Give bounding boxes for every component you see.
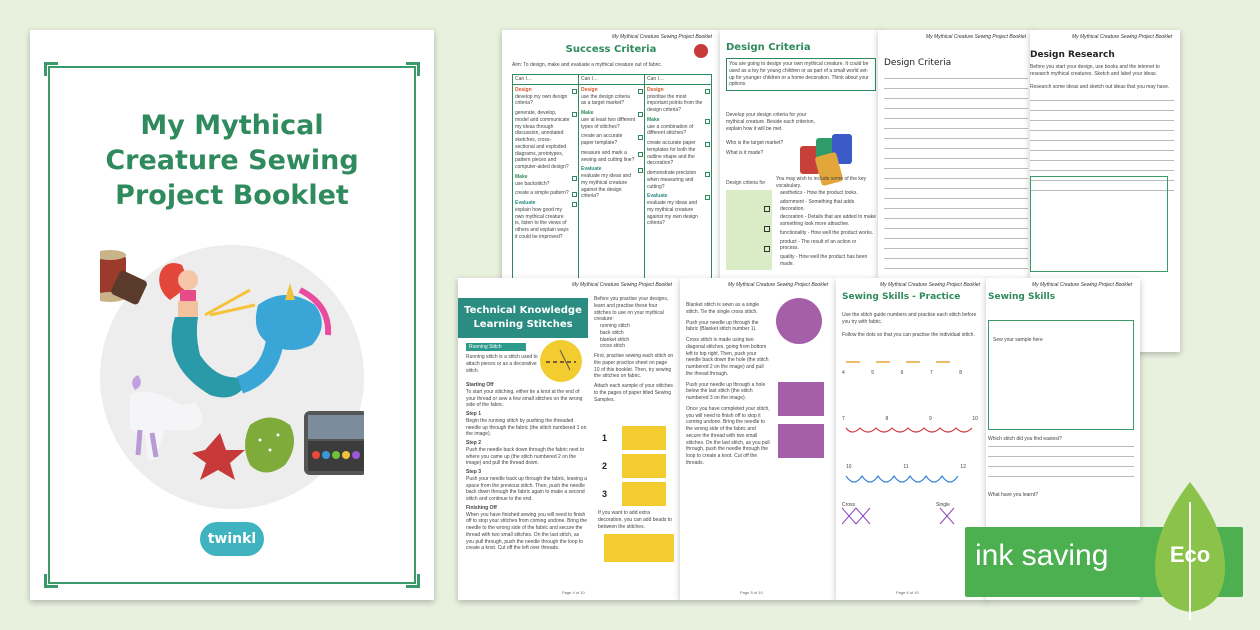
design-criteria-lined-page <box>878 30 1034 298</box>
blue-unicorn-plush-icon <box>240 283 328 385</box>
step-number: 2 <box>602 461 608 471</box>
sample-box-label: Sew your sample here <box>993 337 1043 343</box>
step-number: 3 <box>602 489 608 499</box>
vocabulary-item: functionality - How well the product works. <box>780 229 874 236</box>
criteria-text: prioritise the most important points from the design criteria? <box>647 93 703 113</box>
step-text: When you have finished sewing you will need to finish off to stop your stitches from coming undone. Bring the needle to the wrong side of the fabric and secure the thread with two small stitches. On the last stitch, as you pull through, push the needle through the loop to create a knot. Cut off the left over threads. <box>466 511 588 552</box>
criteria-checkbox[interactable] <box>572 192 577 197</box>
criteria-text: generate, develop, model and communicate my ideas through discussion, annotated sketches, cross-sectional and exploded diagrams, prototypes, pattern pieces and computer-aided design? <box>515 110 570 170</box>
instruction-text: Push your needle up through the fabric (Blanket stitch number 1). <box>686 319 759 333</box>
frame-corner <box>44 62 58 76</box>
twinkl-logo: twinkl <box>200 522 264 556</box>
criteria-checkbox[interactable] <box>705 89 710 94</box>
running-header: My Mythical Creature Sewing Project Booklet <box>611 34 712 40</box>
running-header: My Mythical Creature Sewing Project Booklet <box>1071 34 1172 40</box>
criteria-text: measure and mark a sewing and cutting line? <box>581 149 635 163</box>
criteria-item <box>581 150 636 164</box>
running-stitch-heading: Running Stitch <box>466 343 526 351</box>
stitch-number: 7 <box>929 370 933 376</box>
criteria-item <box>647 170 703 190</box>
extra-decoration-text: If you want to add extra decoration, you can add beads to between the stitches. <box>598 510 672 530</box>
stitch-list-item: cross stitch <box>600 343 626 350</box>
criteria-checkbox[interactable] <box>705 172 710 177</box>
criteria-heading: Evaluate <box>647 193 668 200</box>
single-label: Single <box>936 502 950 508</box>
criteria-item <box>647 87 703 114</box>
criteria-heading: Make <box>647 116 660 123</box>
eco-leaf-icon <box>1150 482 1230 627</box>
criteria-text: create an accurate paper template? <box>581 133 623 146</box>
criteria-text: develop my own design criteria? <box>515 93 568 107</box>
skills-question: What have you learnt? <box>988 492 1039 498</box>
running-stitch-text: Running stitch is a stitch used to attach pieces or as a decorative stitch. <box>466 354 538 374</box>
criteria-item <box>647 193 703 227</box>
criteria-checkbox[interactable] <box>705 119 710 124</box>
technical-knowledge-page <box>458 278 680 600</box>
criteria-item <box>515 200 570 241</box>
criteria-text: evaluate my ideas and my mythical creature against my own design criteria? <box>647 200 698 227</box>
step-text: To start your stitching, either tie a knot at the end of your thread or sew a few small stitches on the wrong side of the fabric. <box>466 388 583 409</box>
writing-lines <box>884 78 1028 298</box>
criteria-heading: Design <box>581 86 598 93</box>
criteria-text: explain how good my own mythical creature is, listen to the views of others and explain ways it could be improved? <box>515 206 569 240</box>
vocabulary-item: adornment - Something that adds decoration. <box>780 198 855 212</box>
criteria-column <box>579 75 645 299</box>
booklet-cover-page <box>30 30 434 600</box>
stitch-list-item: running stitch <box>600 323 630 329</box>
step-heading: Step 3 <box>466 469 482 475</box>
stitch-step-photo <box>778 424 824 458</box>
criteria-checkbox[interactable] <box>638 135 643 140</box>
stitch-intro: Before you practise your designs, learn and practise these four stitches to use on your mythical creature: <box>594 296 669 323</box>
writing-lines <box>988 446 1134 486</box>
criteria-heading: Design <box>515 86 532 93</box>
criteria-checkbox[interactable] <box>764 246 770 252</box>
decoration-photo <box>604 534 674 562</box>
design-research-title: Design Research <box>1030 50 1115 60</box>
practice-intro: Use the stitch guide numbers and practise each stitch before you try with fabric. <box>842 312 977 325</box>
criteria-checkbox[interactable] <box>764 206 770 212</box>
criteria-heading: Make <box>515 173 528 180</box>
criteria-checkbox[interactable] <box>572 112 577 117</box>
criteria-text: use the design criteria as a target market? <box>581 93 630 107</box>
needle-icon <box>540 340 582 382</box>
criteria-text: evaluate my ideas and my mythical creature against the design criteria? <box>581 173 632 200</box>
stitch-number: 7 <box>842 416 845 422</box>
frame-corner <box>406 574 420 588</box>
sewing-skills-title: Sewing Skills <box>988 292 1056 302</box>
success-criteria-page <box>502 30 720 305</box>
criteria-checkbox[interactable] <box>572 202 577 207</box>
criteria-heading: Design <box>647 86 664 93</box>
criteria-checkbox[interactable] <box>705 195 710 200</box>
instruction-text: Blanket stitch is sewn as a single stitch. Tie the single cross stitch. <box>686 302 760 315</box>
ink-saving-label: ink saving <box>975 539 1109 572</box>
criteria-checkbox[interactable] <box>638 152 643 157</box>
stitch-number: 9 <box>928 416 932 422</box>
design-criteria-title: Design Criteria <box>726 42 811 53</box>
instruction-text: Cross stitch is made using two diagonal stitches, going from bottom left to top right. Then, push your needle back down the hole (the stitch numbered 2 on the image) and pull the thread through. <box>686 337 769 377</box>
design-intro: You are going to design your own mythical creature. It could be used as a toy for young children or as part of a small world set-up for younger children or a home decoration. Think about your options. <box>726 58 876 91</box>
criteria-item <box>515 174 570 188</box>
stitch-step-photo <box>778 382 824 416</box>
criteria-heading: Evaluate <box>515 200 536 206</box>
success-criteria-title: Success Criteria <box>565 44 657 55</box>
criteria-text: use a combination of different stitches? <box>647 123 694 137</box>
stitch-number: 10 <box>972 416 978 422</box>
success-aim: Aim: To design, make and evaluate a mythical creature out of fabric. <box>512 62 663 68</box>
criteria-checkbox[interactable] <box>638 89 643 94</box>
stitch-number: 6 <box>900 370 904 376</box>
instruction-text: Push your needle up through a hole below the last stitch (the stitch numbered 3 on the image). <box>686 381 766 401</box>
page-number: Page 5 of 10 <box>740 590 763 595</box>
practice-instructions: Follow the dots so that you can practise the individual stitch. <box>842 332 975 338</box>
step-photo <box>622 482 666 506</box>
frame-corner <box>406 62 420 76</box>
step-photo <box>622 454 666 478</box>
title-line: Learning Stitches <box>473 319 573 330</box>
criteria-text: demonstrate precision when measuring and cutting? <box>647 170 697 190</box>
skills-question: Which stitch did you find easiest? <box>988 436 1062 442</box>
running-header: My Mythical Creature Sewing Project Booklet <box>925 34 1026 40</box>
technical-knowledge-title <box>458 298 588 338</box>
design-question: Who is the target market? <box>726 140 784 146</box>
criteria-checkbox[interactable] <box>572 176 577 181</box>
white-unicorn-plush-icon <box>130 375 203 460</box>
running-header: My Mythical Creature Sewing Project Booklet <box>571 282 672 288</box>
cover-photo <box>100 245 364 509</box>
research-intro: Before you start your design, use books and the internet to research mythical creatures. Sketch and label your ideas. <box>1030 64 1160 77</box>
running-header: My Mythical Creature Sewing Project Booklet <box>1031 282 1132 288</box>
sample-box <box>988 320 1134 430</box>
page-number: Page 6 of 10 <box>896 590 919 595</box>
step-text: Push your needle back up through the fabric, leaving a space from the previous stitch. Then, push the needle back down through the fabric again to make a second stitch and continue to the end. <box>466 475 587 502</box>
criteria-item <box>515 87 570 107</box>
vocabulary-item: product - The result of an action or process. <box>780 238 857 252</box>
title-line: Technical Knowledge <box>464 305 582 316</box>
step-number: 1 <box>602 433 608 443</box>
column-header: Can I… <box>645 75 711 85</box>
criteria-checkbox[interactable] <box>764 226 770 232</box>
step-heading: Step 2 <box>466 440 482 446</box>
cover-title <box>70 108 394 213</box>
keywords-intro: You may wish to include some of the key vocabulary. <box>776 176 867 189</box>
design-task: Develop your design criteria for your mythical creature. Beside each criterion, explain how it will be met. <box>726 112 815 132</box>
sketch-box <box>1030 176 1168 272</box>
needle-icon <box>694 44 708 58</box>
stitch-number: 5 <box>871 370 875 376</box>
running-header: My Mythical Creature Sewing Project Booklet <box>727 282 828 288</box>
stitch-number: 12 <box>960 464 966 470</box>
criteria-item <box>581 87 636 107</box>
stitch-number: 8 <box>885 416 889 422</box>
cover-title-line: My Mythical <box>140 110 324 141</box>
criteria-checkbox[interactable] <box>705 142 710 147</box>
stitch-instructions-page <box>680 278 836 600</box>
cover-title-line: Project Booklet <box>115 180 349 212</box>
cross-stitch-photo <box>776 298 822 344</box>
design-criteria-page <box>720 30 882 298</box>
criteria-item <box>647 117 703 137</box>
red-star-plush-icon <box>192 433 245 480</box>
criteria-item <box>581 110 636 130</box>
criteria-item <box>515 190 570 197</box>
frame-corner <box>44 574 58 588</box>
cover-title-line: Creature Sewing <box>105 145 359 177</box>
criteria-heading: Make <box>581 110 594 116</box>
cross-label: Cross <box>842 502 856 508</box>
column-header: Can I… <box>513 75 578 85</box>
criteria-text: create accurate paper templates for both the outline shape and the decoration? <box>647 140 696 167</box>
thread-spool-icon <box>100 250 148 306</box>
research-prompt: Research some ideas and sketch out ideas that you may have. <box>1030 84 1170 90</box>
vocabulary-item: aesthetics - How the product looks. <box>780 190 858 196</box>
step-heading: Step 1 <box>466 411 482 417</box>
running-header: My Mythical Creature Sewing Project Booklet <box>879 282 980 288</box>
step-heading: Finishing Off <box>466 504 497 511</box>
stitch-attach-text: Attach each sample of your stitches to the pages of paper titled Sewing Samples. <box>594 383 673 403</box>
design-criteria-title: Design Criteria <box>884 58 952 68</box>
criteria-column <box>513 75 579 299</box>
step-photo <box>622 426 666 450</box>
criteria-text: create a simple pattern? <box>515 190 569 197</box>
practice-title: Sewing Skills - Practice <box>842 292 961 302</box>
criteria-checkbox[interactable] <box>638 112 643 117</box>
stitch-list-item: blanket stitch <box>600 336 630 343</box>
vocabulary-item: decoration - Details that are added to make something look more attractive. <box>780 214 876 227</box>
sewn-creatures-illustration <box>100 245 364 509</box>
criteria-item <box>647 140 703 167</box>
criteria-checkbox[interactable] <box>572 89 577 94</box>
criteria-column <box>645 75 711 299</box>
stitch-number: 11 <box>903 464 909 470</box>
eco-label: Eco <box>1169 542 1211 567</box>
running-stitch-photo <box>540 340 582 382</box>
sewing-tin-icon <box>304 411 364 475</box>
stitch-list-item: back stitch <box>600 329 624 336</box>
criteria-heading: Evaluate <box>581 166 602 173</box>
vocabulary-item: quality - How well the product has been made. <box>780 254 868 267</box>
criteria-item <box>515 110 570 171</box>
stitch-instructions: First, practise sewing each stitch on the paper practice sheet on page 10 of this booklet. Then, try sewing the stitches on fabric. <box>594 353 674 380</box>
step-text: Begin the running stitch by pushing the threaded needle up through the fabric (the stitch numbered 1 on the image). <box>466 417 587 438</box>
criteria-checkbox[interactable] <box>638 168 643 173</box>
criteria-item <box>581 166 636 200</box>
stitch-number: 10 <box>846 464 852 470</box>
criteria-table-label: Design criteria for <box>726 180 766 186</box>
column-header: Can I… <box>579 75 644 85</box>
step-text: Push the needle back down through the fabric next to where you came up (the stitch numbered 2 on the image) and pull the thread down. <box>466 446 585 467</box>
design-question: What is it made? <box>726 150 764 156</box>
green-dragon-plush-icon <box>245 418 294 473</box>
page-number: Page 4 of 10 <box>562 590 585 595</box>
step-heading: Starting Off <box>466 382 494 388</box>
criteria-text: use backstitch? <box>515 180 550 187</box>
stitch-number: 4 <box>842 370 845 376</box>
criteria-item <box>581 133 636 147</box>
criteria-text: use at least two different types of stitches? <box>581 116 636 130</box>
success-criteria-table <box>512 74 712 300</box>
stitch-number: 8 <box>959 370 962 376</box>
instruction-text: Once you have completed your stitch, you will need to finish off to stop it coming undone. Bring the needle to the wrong side of the fabric and secure the thread with two small stitches. On the last stitch, as you pull through, push the needle through the loop to create a knot. Cut off the threads. <box>686 405 770 466</box>
criteria-table <box>726 190 772 270</box>
